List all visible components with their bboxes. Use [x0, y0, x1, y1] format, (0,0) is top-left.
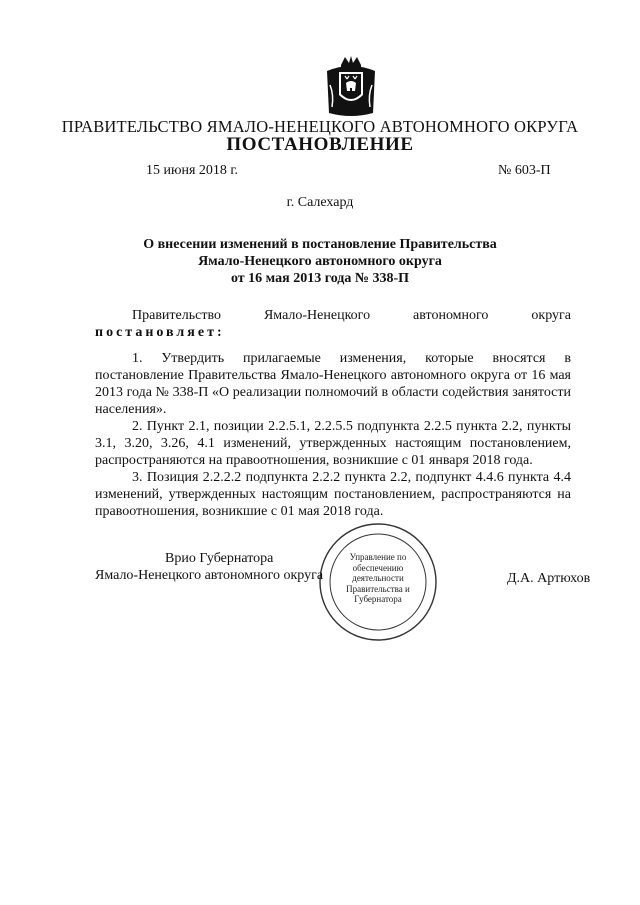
preamble-word: округа: [531, 308, 571, 323]
signatory-position: Врио Губернатора: [165, 551, 274, 566]
stamp-text: Управление по обеспечению деятельности Правительства и Губернатора: [346, 552, 410, 604]
preamble-resolves: постановляет:: [95, 325, 225, 340]
preamble-word: автономного: [413, 308, 489, 323]
paragraph-2: 2. Пункт 2.1, позиции 2.2.5.1, 2.2.5.5 подпункта 2.2.5 пункта 2.2, пункты 3.1, 3.20, 3.26, 4.1 изменений, утвержденных настоящим постановлением, распространяются на правоотношения, возникшие с 01 января 2018 года.: [95, 419, 571, 468]
document-city: г. Салехард: [286, 195, 354, 210]
paragraph-1: 1. Утвердить прилагаемые изменения, которые вносятся в постановление Правительства Ямало-Ненецкого автономного округа от 16 мая 2013 года № 338-П «О реализации полномочий в области содействия занятости населения».: [95, 351, 571, 417]
preamble-line: [95, 307, 571, 324]
paragraph-3: 3. Позиция 2.2.2.2 подпункта 2.2.2 пункта 2.2, подпункт 4.4.6 пункта 4.4 изменений, утвержденных настоящим постановлением, распространяются на правоотношения, возникшие с 01 мая 2018 года.: [95, 470, 571, 519]
preamble: [95, 307, 571, 341]
subject-line-1: О внесении изменений в постановление Правительства: [143, 237, 497, 252]
document-number: № 603-П: [498, 163, 551, 178]
subject-line-2: Ямало-Ненецкого автономного округа: [198, 254, 442, 269]
government-title: ПРАВИТЕЛЬСТВО ЯМАЛО-НЕНЕЦКОГО АВТОНОМНОГО ОКРУГА: [61, 117, 579, 136]
signatory-region: Ямало-Ненецкого автономного округа: [95, 568, 324, 583]
document-body: [95, 350, 571, 520]
preamble-word: Правительство: [132, 308, 221, 323]
document-type: ПОСТАНОВЛЕНИЕ: [226, 134, 414, 155]
preamble-word: Ямало-Ненецкого: [263, 308, 371, 323]
subject-line-3: от 16 мая 2013 года № 338-П: [230, 271, 409, 286]
document-date: 15 июня 2018 г.: [146, 163, 239, 178]
document-subject: [120, 236, 520, 287]
signatory-name: Д.А. Артюхов: [507, 571, 591, 586]
coat-of-arms-icon: [325, 55, 377, 119]
